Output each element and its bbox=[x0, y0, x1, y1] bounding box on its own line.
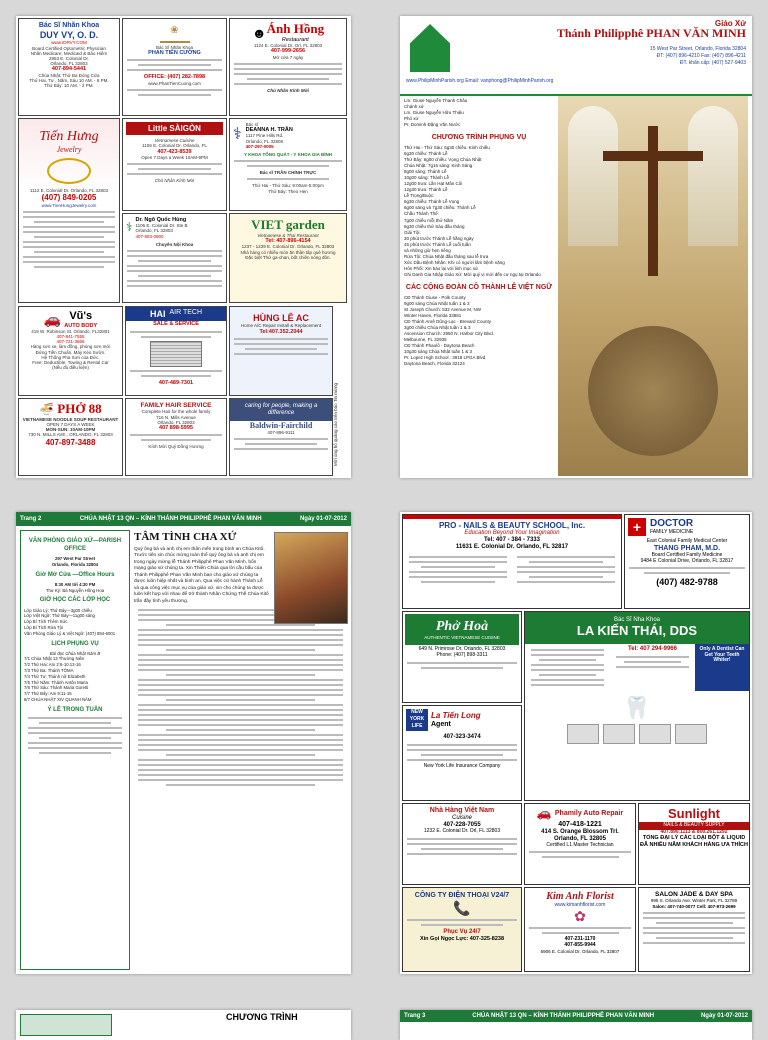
ad-title: Phamily Auto Repair bbox=[554, 809, 624, 817]
program-heading: CHƯƠNG TRÌNH bbox=[226, 1012, 298, 1022]
community-item: 10g30 sáng Chúa Nhật tuần 1 & 3 bbox=[404, 349, 473, 355]
ad-phone: 407-228-7055 bbox=[443, 821, 481, 828]
ad-phone: Tel: 407-896-4154 bbox=[265, 238, 311, 245]
program-item: và những giờ hẹn riêng bbox=[404, 247, 451, 253]
class-item: Lớp Việt Ngữ: Thứ Bảy—11g00 sáng bbox=[24, 613, 95, 619]
church-altar-photo bbox=[558, 96, 748, 476]
crucifix-icon bbox=[648, 126, 658, 276]
ad-phone: Phone: (407) 898-3311 bbox=[436, 652, 488, 659]
ad-city: Orlando, FL 32803 bbox=[157, 419, 195, 425]
ad-la-tien-long-agent bbox=[402, 705, 522, 801]
office-secretary: Thư Ký: Bà Nguyễn Hồng Hoa bbox=[45, 587, 105, 593]
ad-hung-le-ac bbox=[229, 306, 333, 396]
community-item: Daytona Beach, Florida 32124 bbox=[404, 361, 465, 367]
ad-doctor: PHAN TIẾN CƯỜNG bbox=[148, 50, 201, 57]
ad-title: Baldwin-Fairchild bbox=[249, 420, 313, 430]
ad-phone: 407 898-5995 bbox=[159, 424, 193, 431]
ad-manager: Chủ Nhân Kính Mời bbox=[267, 87, 309, 93]
class-item: Lớp Bí Tích Rửa Tội bbox=[24, 624, 63, 630]
ad-phone2: 407-855-9944 bbox=[564, 942, 596, 949]
car-icon: 🚗 bbox=[43, 311, 62, 328]
calendar-title: LỊCH PHỤNG VỤ bbox=[51, 640, 99, 647]
ad-site: www.IDRVY.COM bbox=[51, 40, 87, 46]
page-number: Trang 3 bbox=[404, 1013, 426, 1019]
calendar-item: 8/7 CHÚA NHẬT XIV QUANH NĂM bbox=[24, 697, 92, 703]
ad-kim-anh-florist bbox=[524, 887, 636, 972]
ad-sub: AUTHENTIC VIETNAMESE CUISINE bbox=[424, 635, 500, 641]
office-title: VĂN PHÒNG GIÁO XỨ—PARISH OFFICE bbox=[28, 538, 122, 553]
ad-dr-ngo-quoc-hung bbox=[122, 213, 227, 303]
ad-doctor: DUY VY, O. D. bbox=[39, 30, 99, 41]
ad-addr: 9484 E Colonial Drive, Orlando, FL 32817 bbox=[640, 557, 734, 564]
program-item: 6g30 chiều thứ Sáu đầu tháng bbox=[404, 223, 465, 229]
ad-phone: 407-297-0005 bbox=[245, 143, 274, 149]
ad-hours2: Thứ Hai, Tư , Năm, Sáu 10 AM. - 6 PM. bbox=[29, 77, 109, 83]
program-item: Giải Tội: bbox=[404, 229, 421, 235]
ad-phone: Salon: 407-740-0077 Cell: 407-973-2699 bbox=[652, 903, 736, 909]
clergy-list bbox=[404, 98, 554, 128]
ad-sunlight-nails bbox=[638, 803, 750, 885]
communities-list bbox=[404, 295, 554, 368]
ad-city: Orlando, FL 32803 bbox=[50, 61, 88, 67]
program-item: Thứ Hai - Thứ Sáu: 6g30 chiều: Kinh chiều bbox=[404, 144, 490, 150]
ad-site: www.TienHungJewelry.com bbox=[41, 202, 97, 208]
ad-title: DOCTOR bbox=[650, 518, 694, 530]
ad-addr: 11631 E. Colonial Dr. Orlando, FL 32817 bbox=[455, 543, 569, 550]
ad-site: www.kimanhflorist.com bbox=[554, 901, 606, 908]
program-title: CHƯƠNG TRÌNH PHỤNG VỤ bbox=[431, 134, 527, 142]
ad-hours2: Thứ Bảy: Theo Hẹn bbox=[268, 188, 308, 194]
class-item: Văn Phòng Giáo Lý & Việt Ngữ: (407) 894-6001 bbox=[24, 630, 116, 636]
ad-anh-hong bbox=[229, 18, 347, 116]
ad-sub: Nhãn Medicare, Medicaid & Bảo Hiểm bbox=[30, 50, 108, 56]
ad-sub: Vietnamese Cuisine bbox=[154, 138, 195, 144]
ad-phone: 407.890.1113 & 800.261.1292 bbox=[660, 828, 728, 835]
ad-addr: 649 N. Primrose Dr. Orlando, FL 32803 bbox=[418, 646, 506, 653]
page-header-bar bbox=[400, 1010, 752, 1022]
parish-label: Giáo Xứ bbox=[714, 19, 746, 28]
new-york-life-logo-icon: NEW YORK LIFE bbox=[406, 709, 428, 731]
ad-sub: VIETNAMESE NOODLE SOUP RESTAURANT bbox=[22, 416, 119, 422]
ad-addr: 1112 E. Colonial Dr. Orlando, FL 32803 bbox=[30, 188, 108, 194]
office-info-column bbox=[20, 530, 130, 970]
medical-cross-icon: + bbox=[628, 518, 646, 536]
classes-list bbox=[24, 608, 126, 637]
hours-title: Giờ Mở Cửa —Office Hours bbox=[35, 571, 115, 578]
program-item: 8g00 sáng: Thánh Lễ bbox=[404, 169, 447, 174]
program-item: Rửa Tội: Chúa Nhật đầu tháng sau lễ trưa bbox=[404, 253, 489, 259]
calendar-item: 7/6 Thứ Sáu: Thánh Maria Goretti bbox=[24, 685, 89, 691]
ad-line: Board Certified Optometric Physician bbox=[32, 45, 106, 51]
red-stripe bbox=[403, 515, 621, 519]
ad-phone: OFFICE: (407) 282-7898 bbox=[143, 74, 206, 81]
saint-portrait-image bbox=[274, 532, 348, 624]
program-item: Hôn Phối: Xin báo lại với linh mục xứ bbox=[404, 266, 478, 271]
ad-title: Bác Sĩ Nhãn Khoa bbox=[38, 22, 100, 29]
program-item: 10g00 sáng: Thánh Lễ bbox=[404, 175, 449, 181]
classes-title: GIỜ HỌC CÁC LỚP HỌC bbox=[39, 597, 111, 604]
page-bulletin-2 bbox=[16, 512, 351, 974]
program-item: 7g00 chiều mỗi thứ Năm bbox=[404, 217, 454, 223]
ad-nha-hang-viet-nam bbox=[402, 803, 522, 885]
ad-line: TỔNG ĐẠI LÝ CÁC LOẠI BỘT & LIQUID ĐÃ NHIỀU NĂM KHÁCH HÀNG ƯA THÍCH bbox=[640, 835, 748, 848]
ad-title: La Tiến Long bbox=[431, 711, 481, 721]
ad-manager: Chủ Nhân Kính Mời bbox=[154, 178, 195, 184]
ad-doctor: THANG PHAM, M.D. bbox=[653, 544, 721, 552]
flower-icon: ✿ bbox=[574, 908, 586, 925]
ad-baldwin-fairchild bbox=[229, 398, 333, 476]
logo-icon: ❀ bbox=[160, 25, 190, 43]
ad-line2: Đứng Tiền Chuẩn. Máy Kéo Sườn. bbox=[35, 349, 106, 355]
ad-phan-tien-cuong bbox=[122, 18, 227, 116]
ad-slogan: caring for people, making a difference bbox=[230, 399, 332, 421]
ad-title: CÔNG TY ĐIỆN THOẠI V24/7 bbox=[414, 892, 510, 899]
ad-title: Little SÀIGÒN bbox=[126, 122, 223, 135]
ad-manager: Kính Mời Quý Đồng Hương bbox=[148, 444, 204, 450]
page-header-title: CHÚA NHẬT 13 QN – KÍNH THÁNH PHILIPPHÊ PHAN VĂN MINH bbox=[79, 516, 262, 522]
ad-addr: 419 W. Robinson St. Orlando, FL32801 bbox=[31, 328, 110, 334]
calendar-item: 7/5 Thứ Năm: Thánh Antôn Maria bbox=[24, 679, 88, 685]
ad-doctor-duy-vy bbox=[18, 18, 120, 116]
ad-promo2: Đặc biệt Thứ ga-chan, bốt chiên nóng đôn. bbox=[245, 254, 331, 260]
page-number: Trang 2 bbox=[20, 516, 42, 522]
program-item: 6g30 chiều: Thánh Lễ bbox=[404, 150, 448, 156]
masthead bbox=[400, 16, 752, 96]
ad-phone: 407-231-1170 bbox=[564, 936, 596, 943]
ad-company: New York Life Insurance Company bbox=[423, 762, 501, 769]
ad-phone: (407) 849-0205 bbox=[41, 193, 97, 203]
calendar-item: 7/7 Thứ Bảy: Am 9:11-15 bbox=[24, 691, 72, 697]
page-bulletin-4-partial bbox=[400, 1010, 752, 1040]
ad-title: PHỞ 88 bbox=[57, 401, 102, 416]
ad-addr: 5906 E. Colonial Dr. Orlando, FL 32807 bbox=[540, 948, 620, 954]
ad-line5: (Nếu đủ điều kiện) bbox=[52, 365, 89, 371]
ad-line: Board Certified Family Medicine bbox=[651, 551, 723, 558]
ad-line1: Hàng sơn xe, làm đồng, phùng sơn mới bbox=[30, 344, 111, 350]
ad-phone: 407-841-7555 bbox=[56, 334, 85, 340]
ad-hours: Chủa Nhật, Thứ Ba Đóng Cửa bbox=[38, 72, 100, 78]
ad-hours: Thứ Hai - Thứ Sáu: 9:00am-5:00pm bbox=[252, 183, 324, 189]
ad-open: Mở cửa 7 ngày bbox=[272, 54, 304, 60]
community-item: 3g00 chiều Chúa Nhật tuần 1 & 3 bbox=[404, 324, 471, 330]
ad-sub: AIR TECH bbox=[169, 309, 203, 316]
ad-sub: AUTO BODY bbox=[64, 322, 98, 329]
vertical-note: Mời ủng hộ quảng cáo trên báo Tin mừng bbox=[333, 382, 338, 466]
ad-phone: Tel: 407 294-9966 bbox=[628, 645, 677, 652]
ad-addr: 995 S. Orlando Ave. Winter Park, FL 32789 bbox=[650, 898, 738, 904]
altar-table bbox=[588, 326, 718, 456]
ad-title: Sunlight bbox=[668, 806, 720, 821]
ad-phone: Phục Vụ 24/7 bbox=[443, 929, 481, 936]
ad-hours: MON-SUN: 10AM-10PM bbox=[45, 427, 96, 433]
ad-la-kien-thai-dds bbox=[524, 611, 750, 801]
page-parish-front bbox=[400, 16, 752, 478]
ad-slogan: Y KHOA TỔNG QUÁT - Y KHOA GIA ĐÌNH bbox=[243, 152, 332, 157]
ad-title: Nhà Hàng Việt Nam bbox=[429, 807, 495, 814]
parish-emergency-phone: ĐT. khẩn cấp: (407) 527-9403 bbox=[679, 60, 746, 66]
ad-addr: 1124 E. Colonial Dr. Orl, FL 32803 bbox=[253, 43, 323, 49]
program-item: Xức Dầu Bệnh Nhân: Khi có người lâm bệnh nặng bbox=[404, 259, 505, 265]
caduceus-icon: ⚕ bbox=[233, 126, 242, 144]
clergy-item: Phó xứ bbox=[404, 116, 419, 122]
clergy-item: Pr. Dominh Đặng Văn Nước bbox=[404, 122, 461, 128]
ad-open: Open 7 Days a Week 10AM-9PM bbox=[141, 154, 208, 160]
ad-phone: 407-893-0900 bbox=[135, 233, 164, 239]
calendar-item: 7/2 Thứ Hai: Am 2:6-10.13-16 bbox=[24, 662, 81, 668]
community-item: CĐ Thánh Phaolô - Daytona Beach bbox=[404, 343, 475, 349]
clergy-item: Lm. Giuse Nguyễn Thanh Châu bbox=[404, 98, 468, 103]
ad-phone: 407-896-9111 bbox=[267, 429, 295, 435]
page-ads-2 bbox=[400, 512, 752, 974]
crucifix-beam bbox=[603, 151, 703, 161]
ad-tien-hung bbox=[18, 118, 120, 303]
calendar-item: 7/4 Thứ Tư: Thánh nữ Elizabeth bbox=[24, 673, 86, 679]
ad-hai-air-tech bbox=[125, 306, 227, 396]
ad-phone: 407-323-3474 bbox=[443, 734, 481, 740]
ad-family-hair-service bbox=[125, 398, 227, 476]
ad-title: HÙNG LÊ AC bbox=[253, 313, 309, 323]
caduceus-icon: ⚕ bbox=[126, 220, 133, 235]
calendar-item: 7/3 Thứ Ba: Thánh TÔMA bbox=[24, 668, 74, 674]
ad-addr: 1237 - 1239 E. Colonial Dr. Orlando, FL 32803 bbox=[241, 244, 335, 250]
ad-cell: 407-721-3666 bbox=[56, 339, 85, 345]
community-item: CĐ Thánh Anrê Dũng-Lạc - Brevard County bbox=[404, 318, 491, 324]
ad-title: Tiến Hưng bbox=[39, 129, 99, 144]
ad-phone: 407-418-1221 bbox=[558, 820, 602, 828]
ad-phone: 407-894-5441 bbox=[51, 66, 87, 73]
ad-line: Certified L1 Master Technician bbox=[546, 841, 614, 848]
ad-phamily-auto-repair bbox=[524, 803, 636, 885]
letter-heading: TÂM TÌNH CHA XỨ bbox=[134, 531, 237, 543]
ad-title: Bác Sĩ Nhãn Khoa bbox=[155, 45, 194, 50]
page-date: Ngày 01-07-2012 bbox=[700, 1013, 748, 1019]
page-header-bar bbox=[16, 512, 351, 526]
ad-title: VIET garden bbox=[251, 217, 325, 232]
ad-little-saigon bbox=[122, 118, 227, 211]
ad-title: Ánh Hồng bbox=[266, 21, 325, 36]
parish-title: Thánh Philipphê PHAN VĂN MINH bbox=[556, 26, 746, 40]
noodle-bowl-icon: 🍜 bbox=[39, 401, 55, 416]
ad-title: HAI bbox=[149, 309, 166, 319]
ad-doctor2: Bác sĩ TRẦN CHÍNH TRỰC bbox=[259, 170, 317, 176]
program-item: 6g30 chiều: Thánh Lễ Vọng bbox=[404, 199, 460, 205]
phone-icon: 📞 bbox=[453, 900, 471, 917]
ad-clinic: East Colonial Family Medical Center bbox=[646, 538, 728, 544]
ad-line3: Hệ Thống Pha Sơn của Đức. bbox=[41, 354, 100, 360]
ad-agent: Agent bbox=[431, 720, 451, 728]
program-item: Chầu Thánh Thể: bbox=[404, 211, 439, 217]
ad-line: Complete Hair for the whole family bbox=[141, 409, 211, 415]
ad-open: OPEN 7 DAYS A WEEK bbox=[46, 422, 95, 428]
clergy-item: Chánh xứ bbox=[404, 104, 424, 110]
ad-viet-garden bbox=[229, 213, 347, 303]
ad-title: Kim Anh Florist bbox=[546, 891, 614, 902]
ad-addr: 414 S. Orange Blossom Trl. bbox=[541, 828, 619, 835]
ad-sub: Home A/C Repair Install & Replacement bbox=[240, 323, 322, 329]
ad-services: Chuyên Nội Khoa bbox=[155, 241, 194, 247]
ad-sub: FAMILY MEDICINE bbox=[650, 528, 694, 535]
ad-phone: (407) 482-9788 bbox=[656, 577, 718, 588]
ad-city: Orlando, FL 32808 bbox=[245, 138, 284, 144]
office-addr: 297 West Par Street bbox=[54, 556, 96, 562]
class-item: Lớp Giáo Lý: Thứ Bảy—3g00 chiều bbox=[24, 607, 92, 613]
church-window-left bbox=[568, 106, 618, 246]
calendar-list bbox=[24, 656, 126, 702]
ad-title: FAMILY HAIR SERVICE bbox=[140, 402, 212, 409]
ad-contact: Xin Gọi Ngọc Lực: 407-325-8238 bbox=[419, 936, 505, 943]
ad-title: SALON JADE & DAY SPA bbox=[655, 891, 733, 898]
duty-title: Ý LỄ TRONG TUẦN bbox=[47, 706, 103, 713]
ad-promo: Only A Dentist Can Get Your Teeth Whiter! bbox=[695, 644, 749, 691]
community-item: Pr. Lopez High School : 3918 LPGA Blvd. bbox=[404, 355, 487, 361]
jewel-icon bbox=[47, 158, 91, 184]
ad-line: SALE & SERVICE bbox=[153, 321, 199, 328]
ac-unit-icon bbox=[150, 341, 202, 367]
ad-title: Phở Hoà bbox=[435, 619, 489, 634]
pastor-letter-column bbox=[134, 530, 347, 970]
tooth-icon: 🦷 bbox=[623, 694, 651, 720]
ad-addr: 2953 E. Colonial Dr. bbox=[48, 55, 90, 61]
ad-phone: 407-423-8539 bbox=[157, 148, 192, 155]
program-item: 12g00 trưa: Lần Hạt Mân Côi bbox=[404, 181, 463, 187]
ad-addr: 716 N. Mills Avenue bbox=[156, 414, 196, 420]
ad-salon-jade bbox=[638, 887, 750, 972]
ad-pho-hoa bbox=[402, 611, 522, 703]
ad-title: Vũ's bbox=[69, 310, 93, 322]
program-item: 6g00 sáng và 7g30 chiều: Thánh Lễ bbox=[404, 205, 476, 211]
ad-site: www.PhanTienCuong.com bbox=[148, 80, 201, 86]
ad-addr: 1232 E. Colonial Dr. Orl, FL 32803 bbox=[423, 827, 501, 834]
ad-sub: Vietnamese & Thai Restaurant bbox=[257, 232, 319, 238]
ad-title: PRO - NAILS & BEAUTY SCHOOL, Inc. bbox=[438, 521, 586, 530]
ad-sub: Jewelry bbox=[56, 145, 82, 155]
car-icon: 🚗 bbox=[536, 806, 552, 820]
community-item: CĐ Thánh Giuse - Polk County bbox=[404, 294, 466, 300]
program-item: 45 phút trước Thánh Lễ cuối tuần bbox=[404, 241, 471, 247]
chef-icon: ☻ bbox=[251, 24, 267, 41]
ad-slogan: Education Beyond Your Imagination bbox=[464, 530, 560, 537]
ad-city: Orlando, FL 32803 bbox=[135, 228, 173, 234]
program-item: Lễ Trọng/Buộc: bbox=[404, 193, 435, 199]
ad-hours3: Thứ Bảy: 10 AM. - 2 PM. bbox=[44, 82, 94, 88]
communities-title: CÁC CỘNG ĐOÀN CÔ THÀNH LỄ VIỆT NGỮ bbox=[405, 284, 553, 292]
ad-doctor-family-medicine bbox=[624, 514, 750, 609]
ad-sub: NAILS & BEAUTY SUPPLY bbox=[639, 822, 749, 830]
office-hours: 8:30 AM tới 4:30 PM bbox=[54, 581, 96, 587]
community-item: Ascension Church: 2950 N. Harbor City Blvd. bbox=[404, 330, 495, 336]
ad-pro-nails bbox=[402, 514, 622, 609]
parish-contact bbox=[650, 46, 746, 67]
program-item: Thứ Bảy: 6g00 chiều: Vọng Chúa Nhật bbox=[404, 156, 482, 162]
parish-url: www.PhilipMinhParish.org Email: vanphong@PhilipMinhParish.org bbox=[406, 78, 554, 84]
ad-promo: Nhà hàng có nhiều món ăn thân tâp quê hương bbox=[240, 249, 336, 255]
community-item: 9g00 sáng Chúa Nhật tuần 1 & 3 bbox=[404, 300, 470, 306]
church-logo-icon bbox=[410, 24, 450, 72]
page-header-title: CHÚA NHẬT 13 QN – KÍNH THÁNH PHILIPPHÊ PHAN VĂN MINH bbox=[472, 1013, 655, 1019]
letter-body: Quý ông bà và anh chị em thân mến trong bình an Chúa Kitô. Trước tiên xin chúc mừng toàn thể quý ông bà và anh chị em trong ngày mừng lễ Thánh Philipphê Phan Văn Minh, bổn mạng giáo xứ chúng ta. Xin Thiên Chúa qua lời cầu bầu của Thánh Philipphê Phan Văn Minh ban cho giáo xứ chúng ta được luôn hiệp nhất và bình an. Qua việc cử hành Thánh Lễ và qua công việc mục vụ của giáo xứ, xin cho chúng ta được luôn kết hợp với nhau để trở thành Nhân Chứng Thế Chúa Kitô trần đầy tình yêu thương. bbox=[134, 546, 269, 604]
community-item: St Joseph Church: 532 Avenue M, NW bbox=[404, 306, 481, 312]
ad-phone: 407-999-2656 bbox=[270, 48, 306, 55]
calendar-item: 7/1 Chúa Nhật 13 Thường Niên bbox=[24, 656, 85, 662]
ad-line4: Free: Deductible, Towing & Rental Car bbox=[32, 359, 109, 365]
ad-title: Bác sĩ bbox=[245, 122, 259, 127]
page-bulletin-3-partial bbox=[16, 1010, 351, 1040]
program-item: Ghi Danh Gia Nhập Giáo Xứ: Mời quý vị mới đến cư ngụ tại Orlando bbox=[404, 272, 541, 278]
ad-doctor: LA KIẾN THÁI, DDS bbox=[576, 622, 698, 638]
ad-sub: Cuisine bbox=[451, 815, 472, 822]
program-item: 12g30 trưa: Thánh Lễ bbox=[404, 187, 448, 193]
ad-addr: 1117 Pine Hills Rd. bbox=[245, 133, 284, 139]
ad-title: Dr. Ngô Quốc Hùng bbox=[135, 217, 187, 223]
ad-phone: 407-897-3488 bbox=[45, 437, 96, 447]
ad-addr: 730 N. MILLS AVE., ORLANDO, FL 32803 bbox=[28, 432, 113, 438]
ad-phone: Tel: 407 - 384 - 7333 bbox=[484, 537, 540, 544]
ad-pho-88 bbox=[18, 398, 123, 476]
ad-addr: 1106 E. Colonial Dr. Ste B bbox=[135, 223, 188, 229]
ad-title: Bác Sĩ Nha Khoa bbox=[613, 617, 661, 623]
clergy-item: Lm. Giuse Nguyễn Hữu Thiệu bbox=[404, 110, 464, 116]
office-city: Orlando, Florida 32804 bbox=[51, 561, 99, 567]
ad-addr: 1106 E. Colonial Dr. Orlando, FL bbox=[142, 143, 207, 149]
program-item: 30 phút trước Thánh Lễ hằng ngày bbox=[404, 235, 474, 241]
page-date: Ngày 01-07-2012 bbox=[299, 516, 347, 522]
schedule-column bbox=[404, 98, 554, 367]
community-item: Winter Haven, Florida 33881 bbox=[404, 312, 462, 318]
ad-city: Orlando, FL 32805 bbox=[554, 835, 606, 842]
community-item: Melbourne, FL 32935 bbox=[404, 337, 447, 342]
ad-phone: Tel:407.352.2044 bbox=[259, 328, 303, 335]
page-ads-1 bbox=[16, 16, 351, 478]
ad-type: Restaurant bbox=[281, 36, 309, 43]
ad-phone: 407-489-7301 bbox=[158, 379, 194, 386]
calendar-subtitle: Bài đọc Chúa Nhật Năm B bbox=[49, 650, 101, 656]
program-list bbox=[404, 145, 554, 278]
ad-vus-auto-body bbox=[18, 306, 123, 396]
parish-phone: ĐT: (407) 896-4210 Fax: (407) 896-4211 bbox=[656, 53, 746, 59]
ad-doctor: DEANNA H. TRẦN bbox=[245, 127, 293, 134]
program-item: Chúa Nhật: 7g15 sáng: Kinh Sáng bbox=[404, 162, 473, 168]
ad-deanna-tran bbox=[229, 118, 347, 211]
class-item: Lớp Bí Tích Thêm Sức bbox=[24, 619, 68, 625]
parish-addr: 15 West Par Street, Orlando, Florida 32804 bbox=[649, 46, 746, 52]
church-window-right bbox=[688, 106, 738, 246]
ad-cong-ty-dien-thoai bbox=[402, 887, 522, 972]
